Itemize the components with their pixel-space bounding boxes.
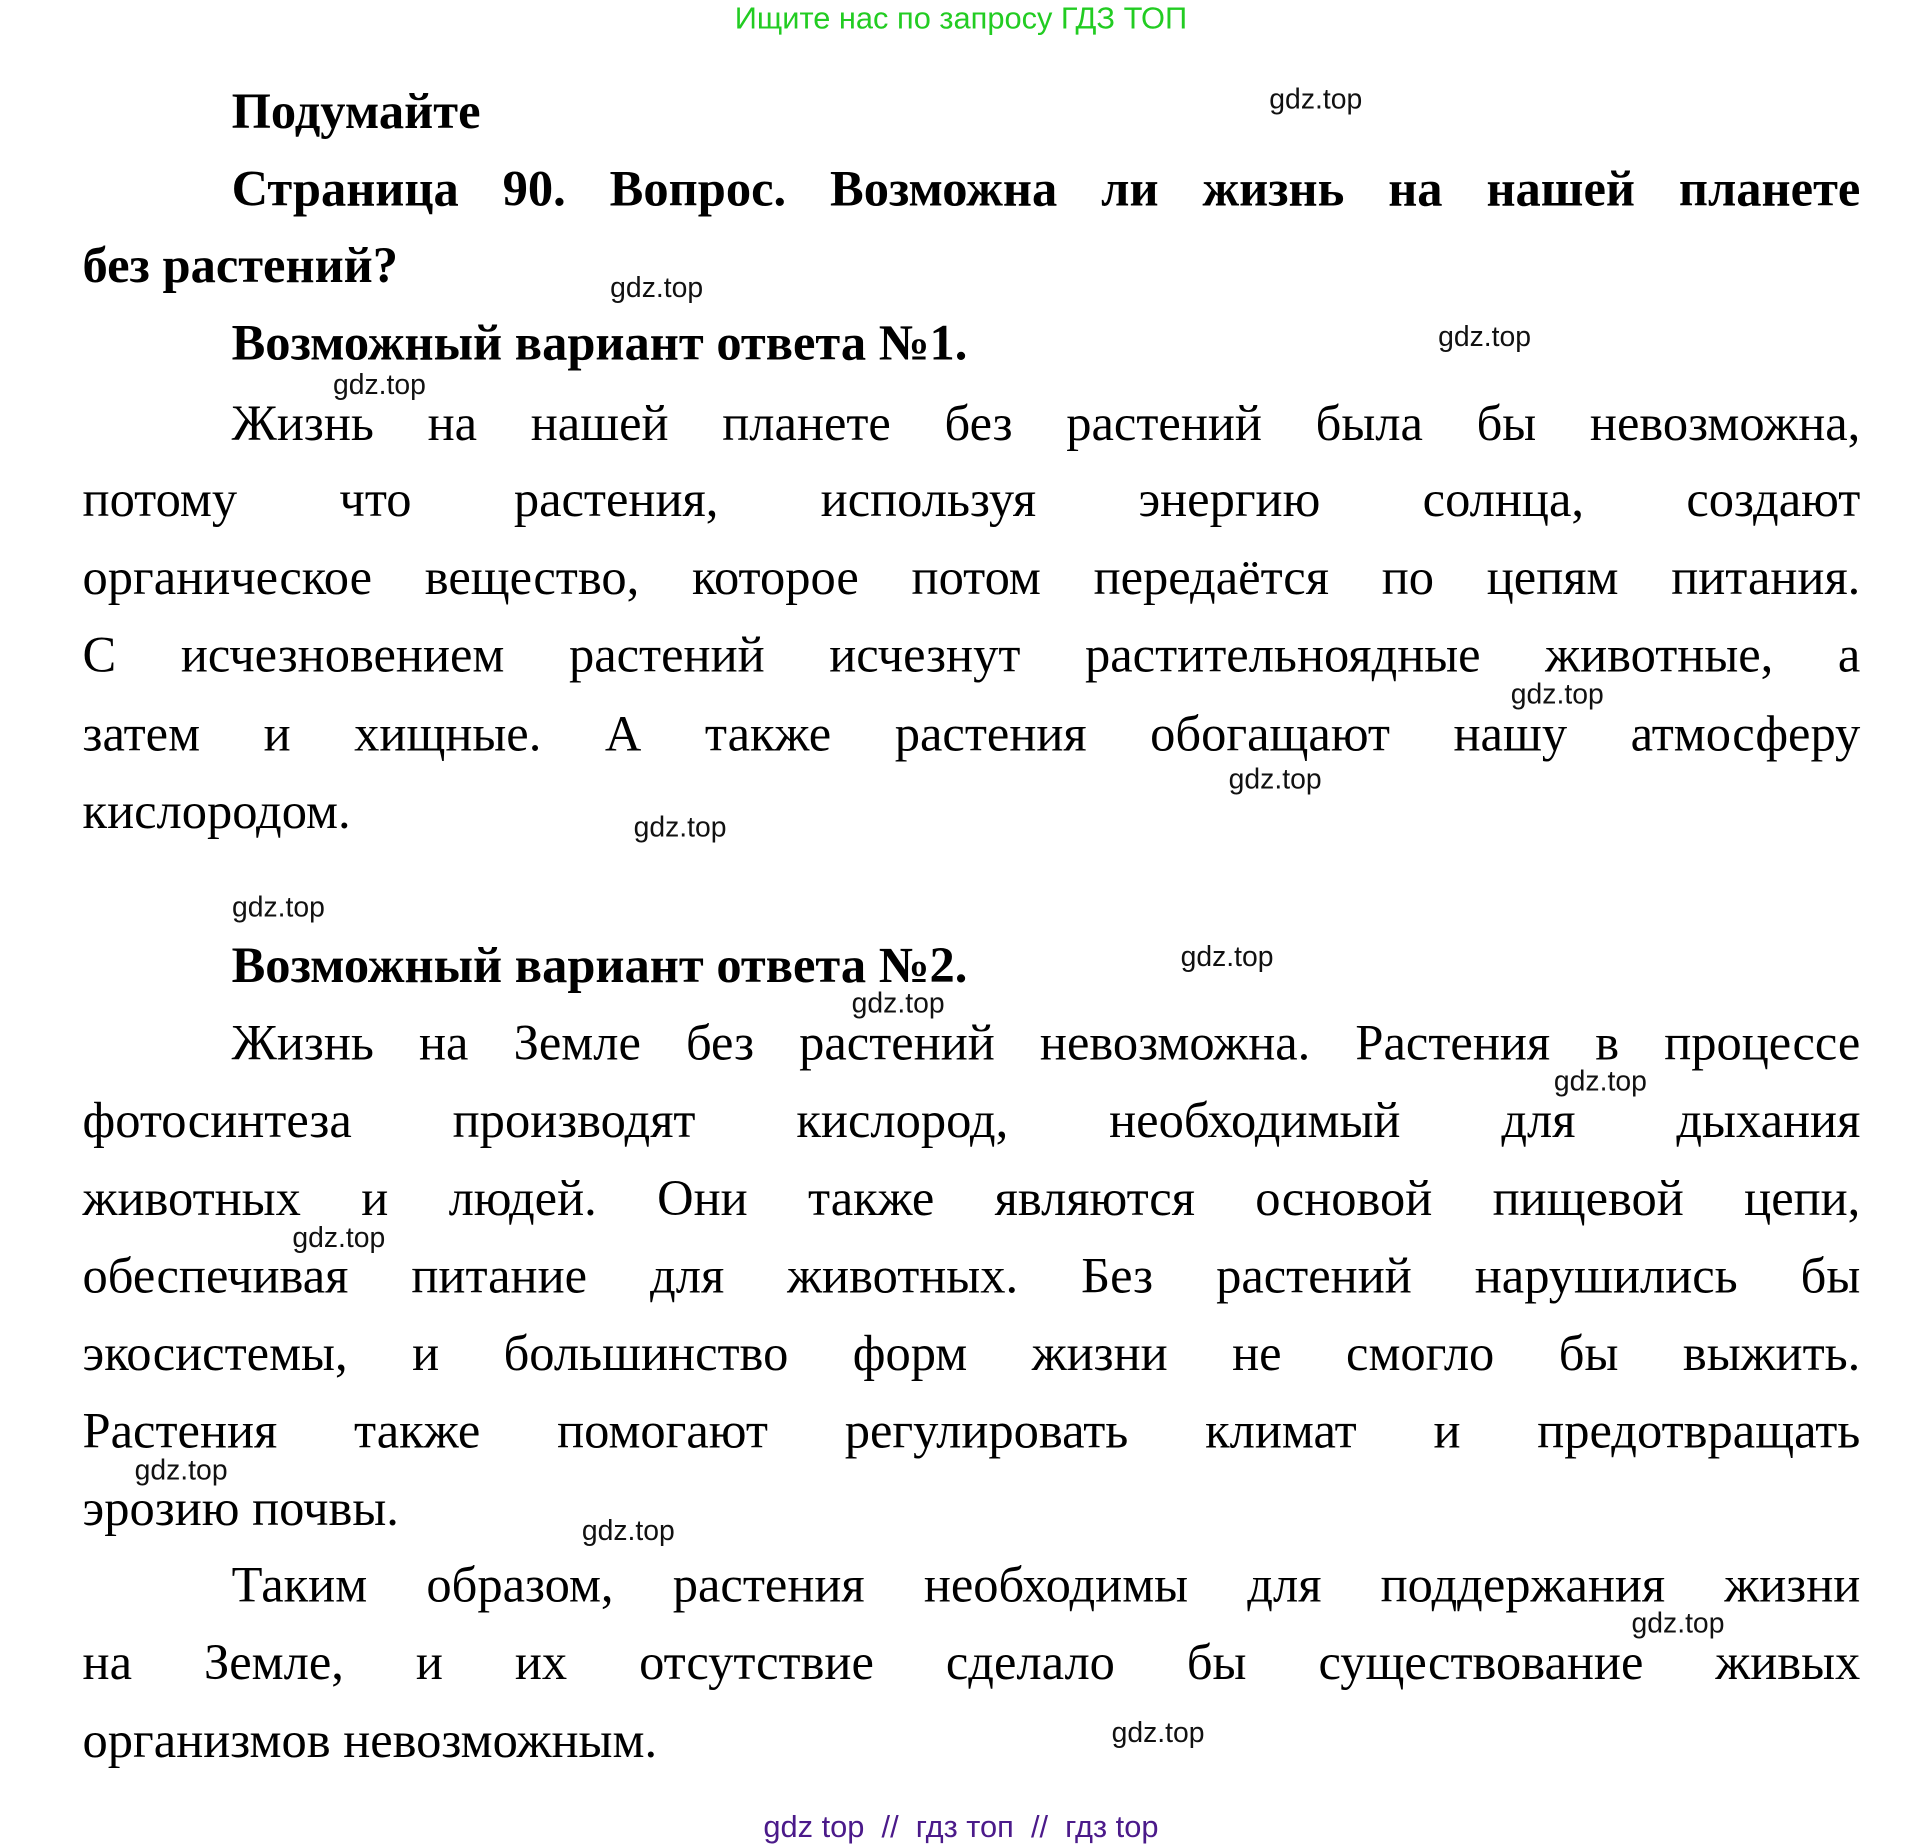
question-line-2: без растений? (82, 236, 399, 294)
watermark: gdz.top (633, 810, 727, 843)
answer-1-line: органическое вещество, которое потом передаётся по цепям питания. (82, 548, 1861, 605)
answer-1-line: С исчезновением растений исчезнут растительноядные животные, а (82, 625, 1861, 683)
section-title: Подумайте (231, 82, 481, 140)
answer-2-line: эрозию почвы. (82, 1479, 399, 1537)
watermark: gdz.top (1631, 1606, 1725, 1639)
question-line-1: Страница 90. Вопрос. Возможна ли жизнь на нашей планете (231, 160, 1861, 217)
footer-links: gdz top // гдз топ // гдз top (763, 1809, 1159, 1845)
answer-1-line: затем и хищные. А также растения обогащают нашу атмосферу (82, 704, 1861, 762)
search-banner: Ищите нас по запросу ГДЗ ТОП (734, 1, 1188, 36)
answer-2-line: фотосинтеза производят кислород, необходимый для дыхания (82, 1091, 1861, 1149)
conclusion-line: организмов невозможным. (82, 1711, 658, 1768)
watermark: gdz.top (581, 1514, 675, 1547)
watermark: gdz.top (1228, 762, 1322, 795)
answer-1-title: Возможный вариант ответа №1. (231, 314, 968, 371)
watermark: gdz.top (292, 1220, 386, 1253)
watermark: gdz.top (1510, 677, 1604, 710)
answer-1-line: кислородом. (82, 782, 351, 839)
watermark: gdz.top (231, 890, 325, 923)
watermark: gdz.top (332, 368, 426, 401)
answer-2-line: Жизнь на Земле без растений невозможна. Растения в процессе (231, 1013, 1861, 1071)
answer-1-line: Жизнь на нашей планете без растений была бы невозможна, (231, 394, 1861, 451)
watermark: gdz.top (1438, 320, 1532, 353)
answer-1-line: потому что растения, используя энергию солнца, создают (82, 470, 1861, 528)
answer-2-line: экосистемы, и большинство форм жизни не смогло бы выжить. (82, 1324, 1861, 1382)
watermark: gdz.top (610, 271, 704, 304)
watermark: gdz.top (1269, 82, 1363, 115)
conclusion-line: на Земле, и их отсутствие сделало бы существование живых (82, 1633, 1861, 1691)
answer-2-line: Растения также помогают регулировать климат и предотвращать (82, 1402, 1861, 1459)
answer-2-title: Возможный вариант ответа №2. (231, 936, 968, 993)
watermark: gdz.top (1553, 1064, 1647, 1097)
conclusion-line: Таким образом, растения необходимы для поддержания жизни (231, 1556, 1861, 1613)
watermark: gdz.top (134, 1453, 228, 1486)
answer-2-line: животных и людей. Они также являются основой пищевой цепи, (82, 1169, 1861, 1226)
watermark: gdz.top (1111, 1716, 1205, 1749)
watermark: gdz.top (1180, 940, 1274, 973)
answer-2-line: обеспечивая питание для животных. Без растений нарушились бы (82, 1246, 1861, 1304)
watermark: gdz.top (851, 986, 945, 1019)
